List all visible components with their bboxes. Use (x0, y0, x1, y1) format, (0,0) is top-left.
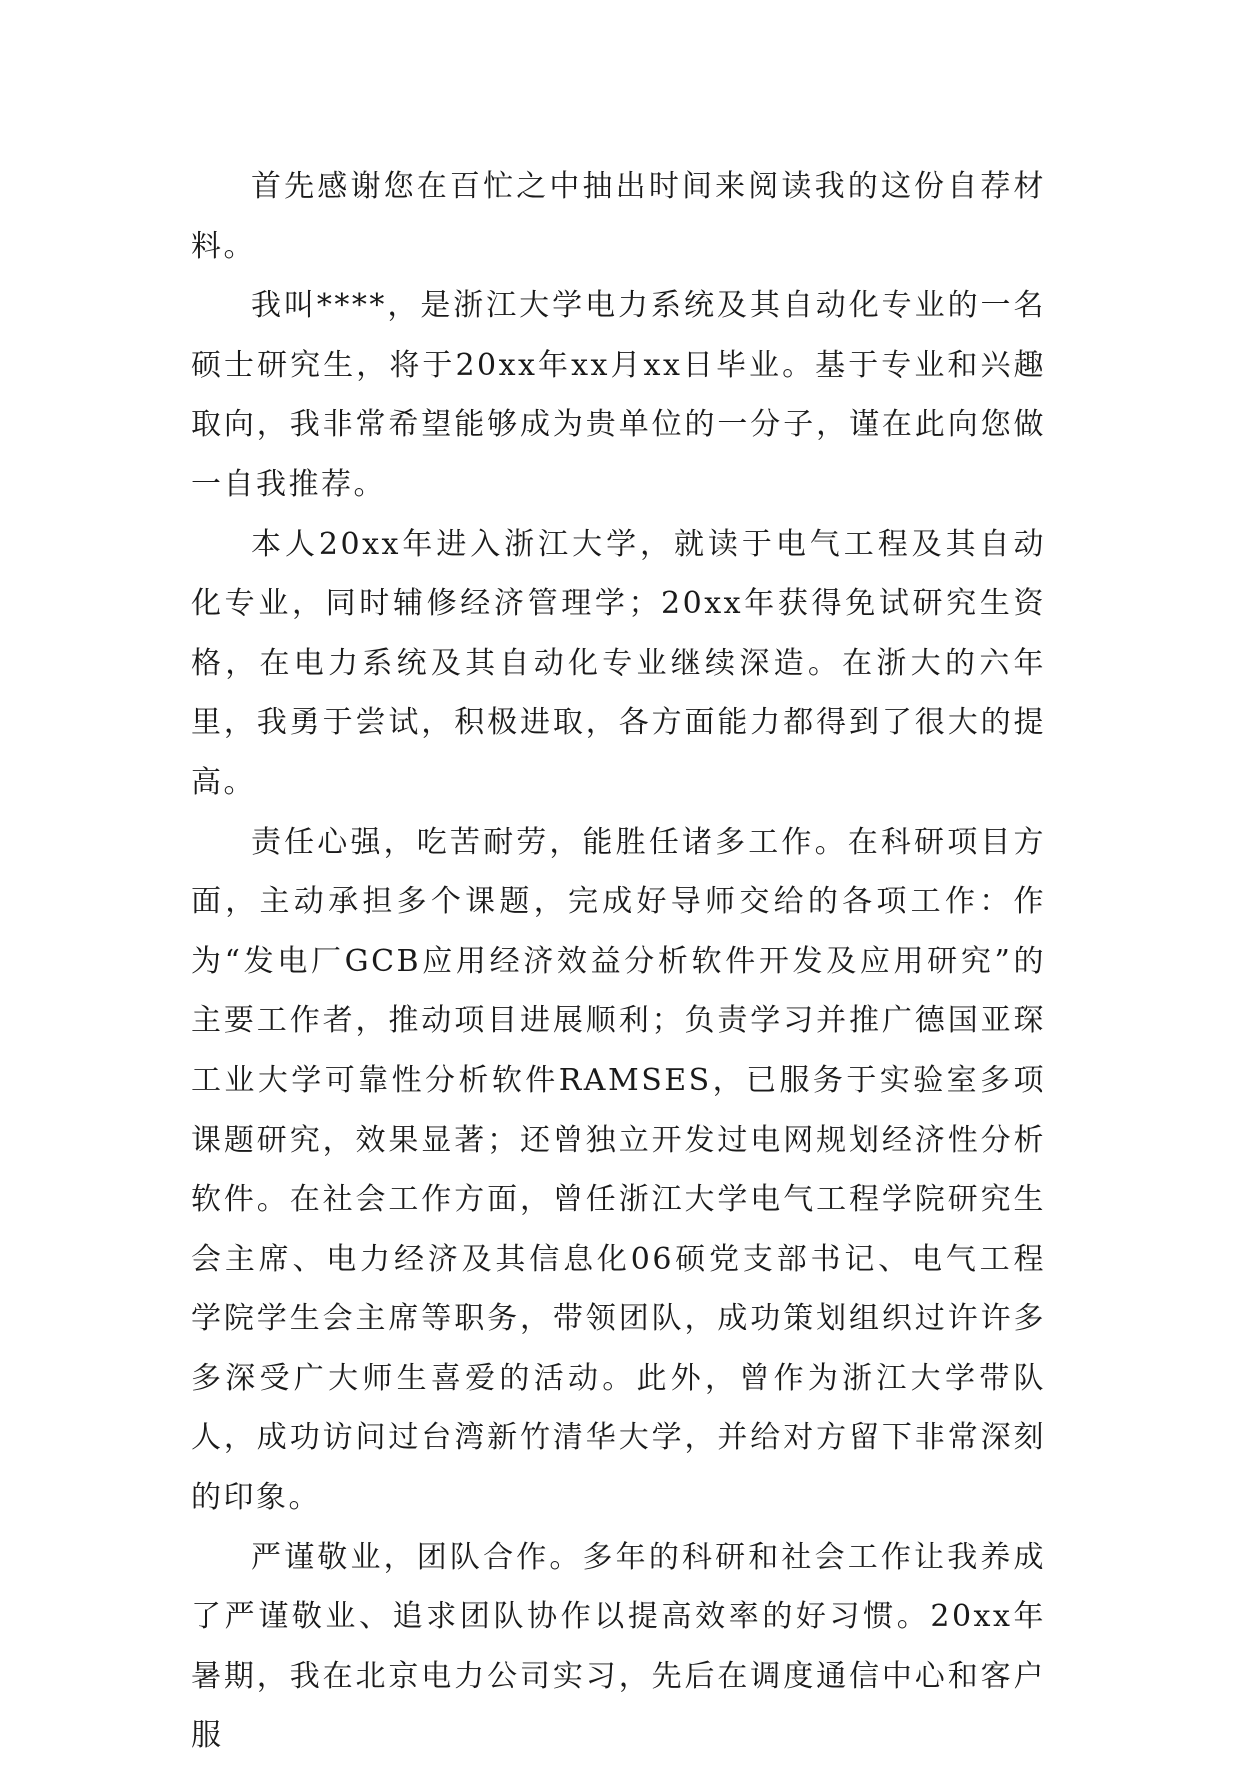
document-body (191, 157, 1046, 1766)
paragraph-intro: 首先感谢您在百忙之中抽出时间来阅读我的这份自荐材料。 (191, 169, 1046, 264)
paragraph-education: 本人20xx年进入浙江大学，就读于电气工程及其自动化专业，同时辅修经济管理学；20xx年获得免试研究生资格，在电力系统及其自动化专业继续深造。在浙大的六年里，我勇于尝试，积极进取，各方面能力都得到了很大的提高。 (191, 526, 1046, 800)
paragraph-self-introduction: 我叫****，是浙江大学电力系统及其自动化专业的一名硕士研究生，将于20xx年xx月xx日毕业。基于专业和兴趣取向，我非常希望能够成为贵单位的一分子，谨在此向您做一自我推荐。 (191, 288, 1046, 502)
paragraph-teamwork: 严谨敬业，团队合作。多年的科研和社会工作让我养成了严谨敬业、追求团队协作以提高效率的好习惯。20xx年暑期，我在北京电力公司实习，先后在调度通信中心和客户服 (191, 1539, 1046, 1754)
paragraph-responsibility: 责任心强，吃苦耐劳，能胜任诸多工作。在科研项目方面，主动承担多个课题，完成好导师交给的各项工作：作为“发电厂GCB应用经济效益分析软件开发及应用研究”的主要工作者，推动项目进展顺利；负责学习并推广德国亚琛工业大学可靠性分析软件RAMSES，已服务于实验室多项课题研究，效果显著；还曾独立开发过电网规划经济性分析软件。在社会工作方面，曾任浙江大学电气工程学院研究生会主席、电力经济及其信息化06硕党支部书记、电气工程学院学生会主席等职务，带领团队，成功策划组织过许许多多深受广大师生喜爱的活动。此外，曾作为浙江大学带队人，成功访问过台湾新竹清华大学，并给对方留下非常深刻的印象。 (191, 824, 1046, 1516)
